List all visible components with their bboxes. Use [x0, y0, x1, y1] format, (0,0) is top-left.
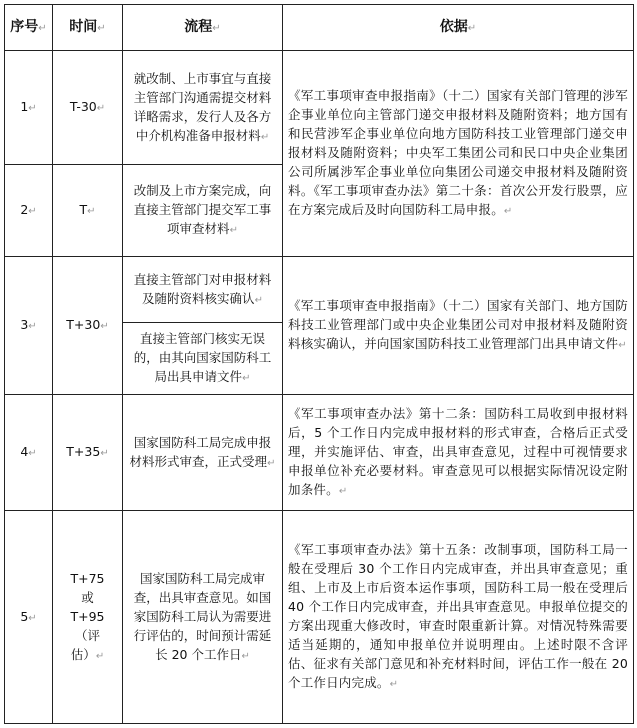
table-row	[5, 395, 634, 511]
paragraph-mark-icon: ↵	[28, 206, 37, 217]
table-row	[5, 257, 634, 323]
header-no	[5, 5, 53, 51]
paragraph-mark-icon: ↵	[96, 103, 106, 114]
paragraph-mark-icon: ↵	[242, 373, 251, 384]
paragraph-mark-icon: ↵	[212, 22, 221, 34]
row-time	[53, 51, 123, 165]
row-no	[5, 257, 53, 395]
paragraph-mark-icon: ↵	[28, 612, 37, 624]
paragraph-mark-icon: ↵	[28, 103, 37, 114]
header-process	[123, 5, 283, 51]
row-process	[123, 51, 283, 165]
row-time	[53, 257, 123, 395]
header-time	[53, 5, 123, 51]
paragraph-mark-icon: ↵	[389, 679, 399, 690]
row-basis-text: 《军工事项审查申报指南》（十二）国家有关部门管理的涉军企事业单位向主管部门递交申报材料及随附资料；地方国有和民营涉军企事业单位向地方国防科技工业管理部门递交申报材料及随附资料；中央军工集团公司和民口中央企业集团公司所属涉军企事业单位向集团公司递交申报材料及随附资料。《军工事项审查办法》第二十条：首次公开发行股票，应在方案完成后及时向国防科工局申报。	[288, 88, 628, 217]
table-header-row	[5, 5, 634, 51]
row-process-text: 国家国防科工局完成审查，出具审查意见。如国家国防科工局认为需要进行评估的，时间预计需延长 20 个工作日	[133, 570, 272, 662]
row-time	[53, 511, 123, 724]
row-process-text: 国家国防科工局完成申报材料形式审查，正式受理	[129, 434, 272, 469]
row-basis-text: 《军工事项审查申报指南》（十二）国家有关部门、地方国防科技工业管理部门或中央企业集团公司对申报材料及随附资料核实确认，并向国家国防科技工业管理部门出具申请文件	[288, 298, 628, 351]
paragraph-mark-icon: ↵	[503, 206, 513, 217]
row-basis-text: 《军工事项审查办法》第十五条：改制事项，国防科工局一般在受理后 30 个工作日内完成审查，并出具审查意见；重组、上市及上市后资本运作事项，国防科工局一般在受理后 40 个工作日内完成审查，并出具审查意见。申报单位提交的方案出现重大修改时，审查时限重新计算。对情况特殊需要适当延期的，通知申报单位并说明理由。上述时限不含评估、征求有关部门意见和补充材料时间，评估工作一般在 20 个工作日内完成。	[288, 542, 628, 690]
paragraph-mark-icon: ↵	[229, 225, 238, 236]
header-basis	[283, 5, 634, 51]
row-no	[5, 511, 53, 724]
paragraph-mark-icon: ↵	[95, 650, 105, 662]
row-process-text: 就改制、上市事宜与直接主管部门沟通需提交材料详略需求，发行人及各方中介机构准备申报材料	[133, 70, 272, 143]
row-no	[5, 51, 53, 165]
paragraph-mark-icon: ↵	[97, 22, 106, 34]
header-process-label: 流程	[184, 18, 213, 35]
row-basis	[283, 395, 634, 511]
paragraph-mark-icon: ↵	[28, 448, 37, 459]
table-row	[5, 51, 634, 165]
row-basis-text: 《军工事项审查办法》第十二条：国防科工局收到申报材料后，5 个工作日内完成申报材料的形式审查，合格后正式受理，并实施评估、审查，出具审查意见，过程中可视情要求申报单位补充必要材料。审查意见可以根据实际情况设定附加条件。	[288, 406, 628, 497]
paragraph-mark-icon: ↵	[267, 457, 276, 469]
row-process-text: 改制及上市方案完成，向直接主管部门提交军工事项审查材料	[133, 183, 272, 236]
row-time-text: T	[79, 202, 88, 217]
row-time-text: T-30	[69, 99, 97, 114]
header-basis-label: 依据	[439, 18, 468, 35]
review-process-table	[4, 4, 634, 724]
paragraph-mark-icon: ↵	[260, 131, 270, 143]
paragraph-mark-icon: ↵	[467, 22, 477, 34]
row-process-text: 直接主管部门对申报材料及随附资料核实确认	[133, 271, 272, 306]
paragraph-mark-icon: ↵	[28, 321, 37, 332]
paragraph-mark-icon: ↵	[254, 294, 263, 306]
row-process	[123, 395, 283, 511]
row-time-line: T+95	[70, 608, 105, 624]
paragraph-mark-icon: ↵	[38, 22, 47, 34]
row-time-line: 或	[81, 589, 94, 605]
paragraph-mark-icon: ↵	[100, 448, 109, 459]
row-process-text: 直接主管部门核实无误的，由其向国家国防科工局出具申请文件	[133, 331, 272, 384]
paragraph-mark-icon: ↵	[241, 650, 250, 662]
row-no-text: 2	[20, 202, 29, 217]
row-no-text: 3	[20, 317, 29, 332]
header-time-label: 时间	[69, 18, 98, 35]
row-no-text: 5	[20, 608, 29, 624]
row-time-text: T+35	[66, 444, 101, 459]
paragraph-mark-icon: ↵	[338, 486, 348, 497]
row-basis	[283, 51, 634, 257]
row-no	[5, 165, 53, 257]
row-process	[123, 257, 283, 323]
header-no-label: 序号	[10, 18, 39, 35]
paragraph-mark-icon: ↵	[618, 340, 627, 351]
row-time	[53, 395, 123, 511]
row-time	[53, 165, 123, 257]
row-time-text: T+30	[66, 317, 101, 332]
row-process	[123, 165, 283, 257]
row-process	[123, 323, 283, 395]
row-time-line: 估）	[70, 646, 96, 662]
table-row	[5, 511, 634, 724]
paragraph-mark-icon: ↵	[100, 321, 109, 332]
row-no	[5, 395, 53, 511]
row-no-text: 1	[20, 99, 29, 114]
row-time-line: T+75	[70, 570, 105, 586]
row-basis	[283, 511, 634, 724]
row-no-text: 4	[20, 444, 29, 459]
row-basis	[283, 257, 634, 395]
row-process	[123, 511, 283, 724]
paragraph-mark-icon: ↵	[87, 206, 96, 217]
row-time-line: （评	[74, 627, 100, 643]
